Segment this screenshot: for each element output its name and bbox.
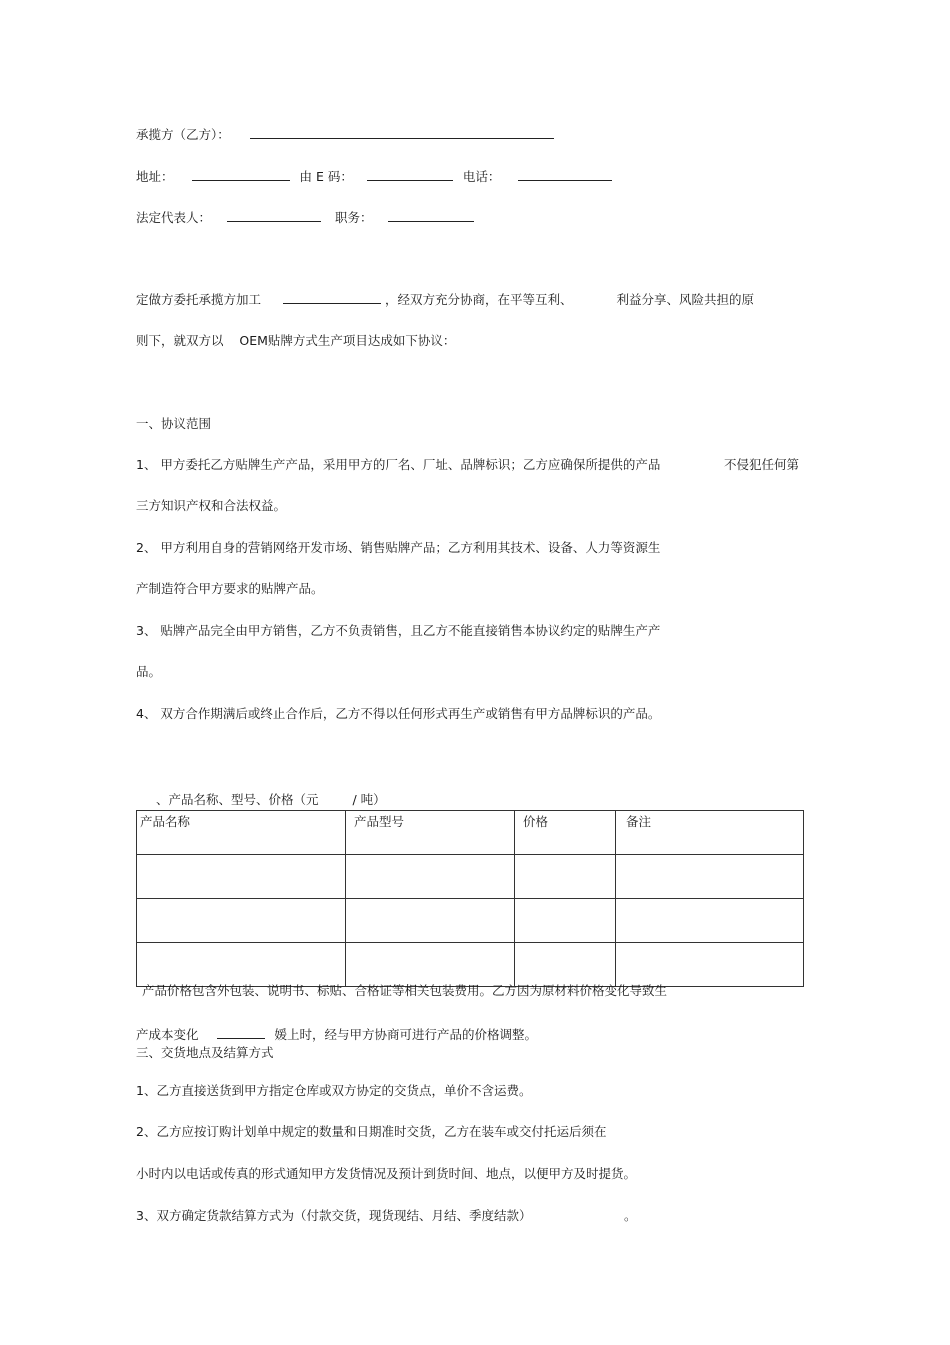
table-cell[interactable] [515, 943, 616, 987]
section3-item2-b: 小时内以电话或传真的形式通知甲方发货情况及预计到货时间、地点，以便甲方及时提货。 [136, 1166, 637, 1181]
section1-item1-b: 不侵犯任何第 [724, 457, 800, 472]
col-price: 价格 [515, 811, 616, 855]
position-label: 职务： [334, 210, 373, 225]
table-cell[interactable] [616, 943, 804, 987]
section1-item4: 4、 双方合作期满后或终止合作后，乙方不得以任何形式再生产或销售有甲方品牌标识的产品。 [136, 706, 661, 721]
section2-note-b2: 媛上时，经与甲方协商可进行产品的价格调整。 [274, 1027, 537, 1042]
product-table [136, 810, 804, 987]
section2-note-b [136, 1026, 537, 1043]
section1-item3-b: 品。 [136, 664, 162, 679]
table-cell[interactable] [137, 855, 346, 899]
col-product-name: 产品名称 [137, 811, 346, 855]
table-cell[interactable] [346, 855, 515, 899]
section1-item3-a: 3、 贴牌产品完全由甲方销售，乙方不负责销售，且乙方不能直接销售本协议约定的贴牌生产产 [136, 623, 661, 638]
postcode-label: 由 E 码： [299, 169, 353, 184]
rep-blank [227, 209, 321, 222]
section1-item1-c: 三方知识产权和合法权益。 [136, 498, 287, 513]
section3-item3-b: 。 [624, 1208, 637, 1223]
section1-item1-a: 1、 甲方委托乙方贴牌生产产品，采用甲方的厂名、厂址、品牌标识；乙方应确保所提供的产品 [136, 457, 661, 472]
section3-heading: 三、交货地点及结算方式 [136, 1045, 274, 1060]
section1-heading: 一、协议范围 [136, 416, 212, 431]
postcode-blank [367, 168, 453, 181]
section3-item1: 1、乙方直接送货到甲方指定仓库或双方协定的交货点，单价不含运费。 [136, 1083, 532, 1098]
intro-line-1 [136, 291, 754, 308]
table-cell[interactable] [515, 855, 616, 899]
table-cell[interactable] [137, 943, 346, 987]
table-header-row [137, 811, 804, 855]
table-cell[interactable] [515, 899, 616, 943]
address-label: 地址： [136, 169, 174, 184]
phone-blank [518, 168, 612, 181]
percent-blank [217, 1026, 265, 1039]
phone-label: 电话： [462, 169, 501, 184]
contractor-label: 承揽方（乙方）： [136, 127, 230, 142]
address-blank [192, 168, 290, 181]
rep-line [136, 209, 474, 226]
table-cell[interactable] [346, 943, 515, 987]
intro-text-c: 利益分享、风险共担的原 [616, 292, 754, 307]
col-product-model: 产品型号 [346, 811, 515, 855]
table-cell[interactable] [346, 899, 515, 943]
section2-heading [156, 792, 386, 808]
section3-item3-a: 3、双方确定货款结算方式为（付款交货，现货现结、月结、季度结款） [136, 1208, 532, 1223]
contractor-line [136, 126, 554, 143]
table-row [137, 943, 804, 987]
contractor-blank [250, 126, 554, 139]
table-cell[interactable] [616, 855, 804, 899]
section3-item2-a: 2、乙方应按订购计划单中规定的数量和日期准时交货，乙方在装车或交付托运后须在 [136, 1124, 607, 1139]
section1-item2-a: 2、 甲方利用自身的营销网络开发市场、销售贴牌产品；乙方利用其技术、设备、人力等资源生 [136, 540, 661, 555]
section2-heading-b: / 吨） [352, 792, 386, 807]
intro-text-b: ，经双方充分协商，在平等互利、 [384, 292, 573, 307]
rep-label: 法定代表人： [136, 210, 212, 225]
table-row [137, 855, 804, 899]
intro-line-2: 则下，就双方以 OEM贴牌方式生产项目达成如下协议： [136, 333, 456, 348]
product-blank [283, 291, 381, 304]
position-blank [388, 209, 474, 222]
table-cell[interactable] [616, 899, 804, 943]
col-remarks: 备注 [616, 811, 804, 855]
table-row [137, 899, 804, 943]
intro-text-a: 定做方委托承揽方加工 [136, 292, 262, 307]
table-cell[interactable] [137, 899, 346, 943]
section2-note-b1: 产成本变化 [136, 1027, 199, 1042]
address-line [136, 168, 612, 185]
section2-heading-a: 、产品名称、型号、价格（元 [156, 792, 319, 807]
section2-note-a: 产品价格包含外包装、说明书、标贴、合格证等相关包装费用。乙方因为原材料价格变化导致生 [142, 983, 668, 998]
section1-item2-b: 产制造符合甲方要求的贴牌产品。 [136, 581, 324, 596]
